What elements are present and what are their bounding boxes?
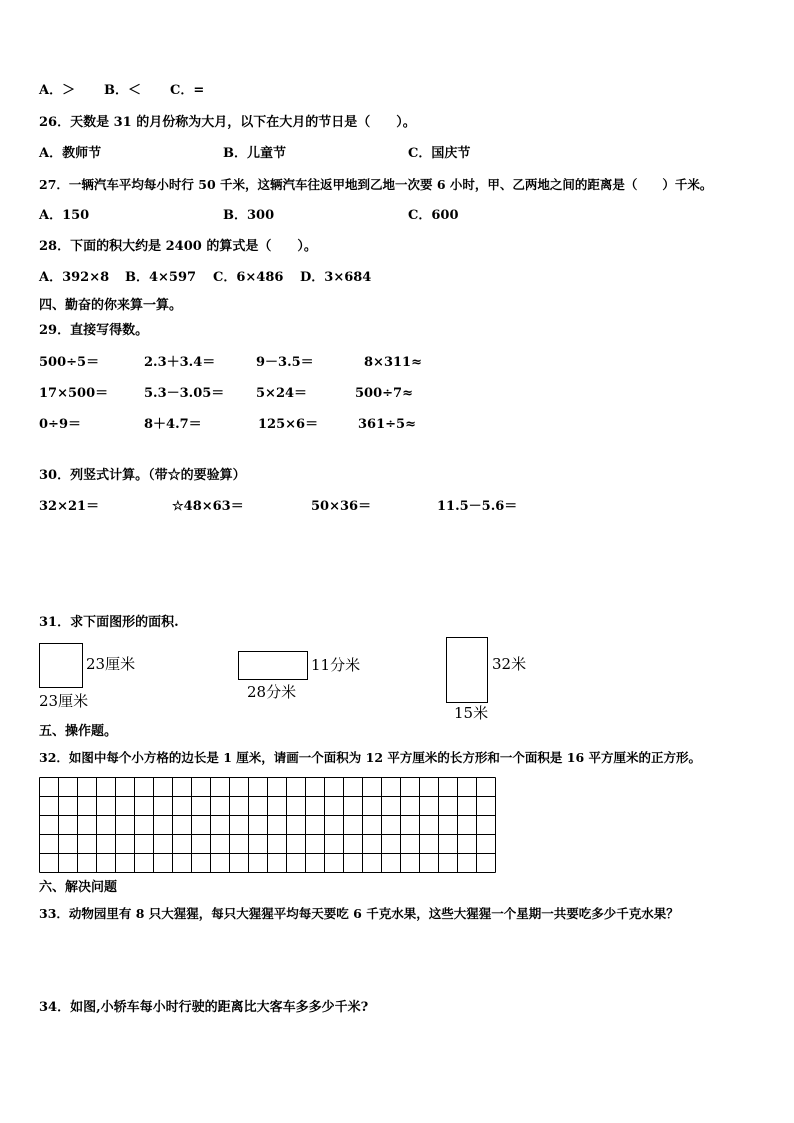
square-side-label: 23厘米 [86,655,136,673]
q25-option-c: C．= [170,83,205,98]
q29-item: 0÷9＝ [39,417,81,432]
q31-stem: 31．求下面图形的面积. [39,615,179,630]
q29-item: 2.3＋3.4＝ [144,355,216,370]
rectangle-1-width-label: 28分米 [247,683,297,701]
q29-item: 500÷7≈ [355,386,413,401]
q29-item: 500÷5＝ [39,355,100,370]
q29-item: 9－3.5＝ [256,355,314,370]
q29-item: 8＋4.7＝ [144,417,202,432]
q25-option-a: A．＞ [39,83,76,98]
q28-option-b: B．4×597 [125,270,197,285]
q28-option-c: C．6×486 [213,270,284,285]
section-4-heading: 四、勤奋的你来算一算。 [39,298,183,313]
q30-stem: 30．列竖式计算。（带☆的要验算） [39,468,246,483]
q32-stem: 32．如图中每个小方格的边长是 1 厘米，请画一个面积为 12 平方厘米的长方形和一个面积是 16 平方厘米的正方形。 [39,750,701,765]
q28-option-a: A．392×8 [39,270,110,285]
q29-stem: 29．直接写得数。 [39,323,149,338]
q27-option-a: A．150 [39,208,90,223]
q27-option-c: C．600 [408,208,459,223]
q34-stem: 34．如图,小轿车每小时行驶的距离比大客车多多少千米? [39,1000,369,1015]
q30-item: 32×21＝ [39,499,100,514]
q26-option-a: A．教师节 [39,146,102,161]
section-6-heading: 六、解决问题 [39,880,118,895]
rectangle-figure-2 [446,637,488,703]
q26-stem: 26．天数是 31 的月份称为大月，以下在大月的节日是（ ）。 [39,115,416,130]
q29-item: 8×311≈ [364,355,422,370]
q29-item: 125×6＝ [258,417,319,432]
q27-option-b: B．300 [223,208,275,223]
q33-stem: 33．动物园里有 8 只大猩猩，每只大猩猩平均每天要吃 6 千克水果，这些大猩猩一个星期一共要吃多少千克水果？ [39,906,679,921]
q29-item: 5×24＝ [256,386,308,401]
rectangle-2-width-label: 15米 [454,704,489,722]
q28-stem: 28．下面的积大约是 2400 的算式是（ ）。 [39,239,317,254]
square-figure [39,643,83,688]
q25-option-b: B．＜ [104,83,141,98]
q28-option-d: D．3×684 [300,270,372,285]
q29-item: 5.3－3.05＝ [144,386,225,401]
square-grid [39,777,496,873]
rectangle-2-height-label: 32米 [492,655,527,673]
q30-item: ☆48×63＝ [172,499,244,514]
q30-item: 50×36＝ [311,499,372,514]
q30-item: 11.5－5.6＝ [437,499,518,514]
q29-item: 17×500＝ [39,386,109,401]
rectangle-figure-1 [238,651,308,680]
square-bottom-label: 23厘米 [39,692,89,710]
rectangle-1-height-label: 11分米 [311,656,361,674]
q26-option-b: B．儿童节 [223,146,286,161]
section-5-heading: 五、操作题。 [39,724,118,739]
q26-option-c: C．国庆节 [408,146,471,161]
q29-item: 361÷5≈ [358,417,416,432]
q27-stem: 27．一辆汽车平均每小时行 50 千米，这辆汽车往返甲地到乙地一次要 6 小时，甲、乙两地之间的距离是（ ）千米。 [39,177,713,192]
